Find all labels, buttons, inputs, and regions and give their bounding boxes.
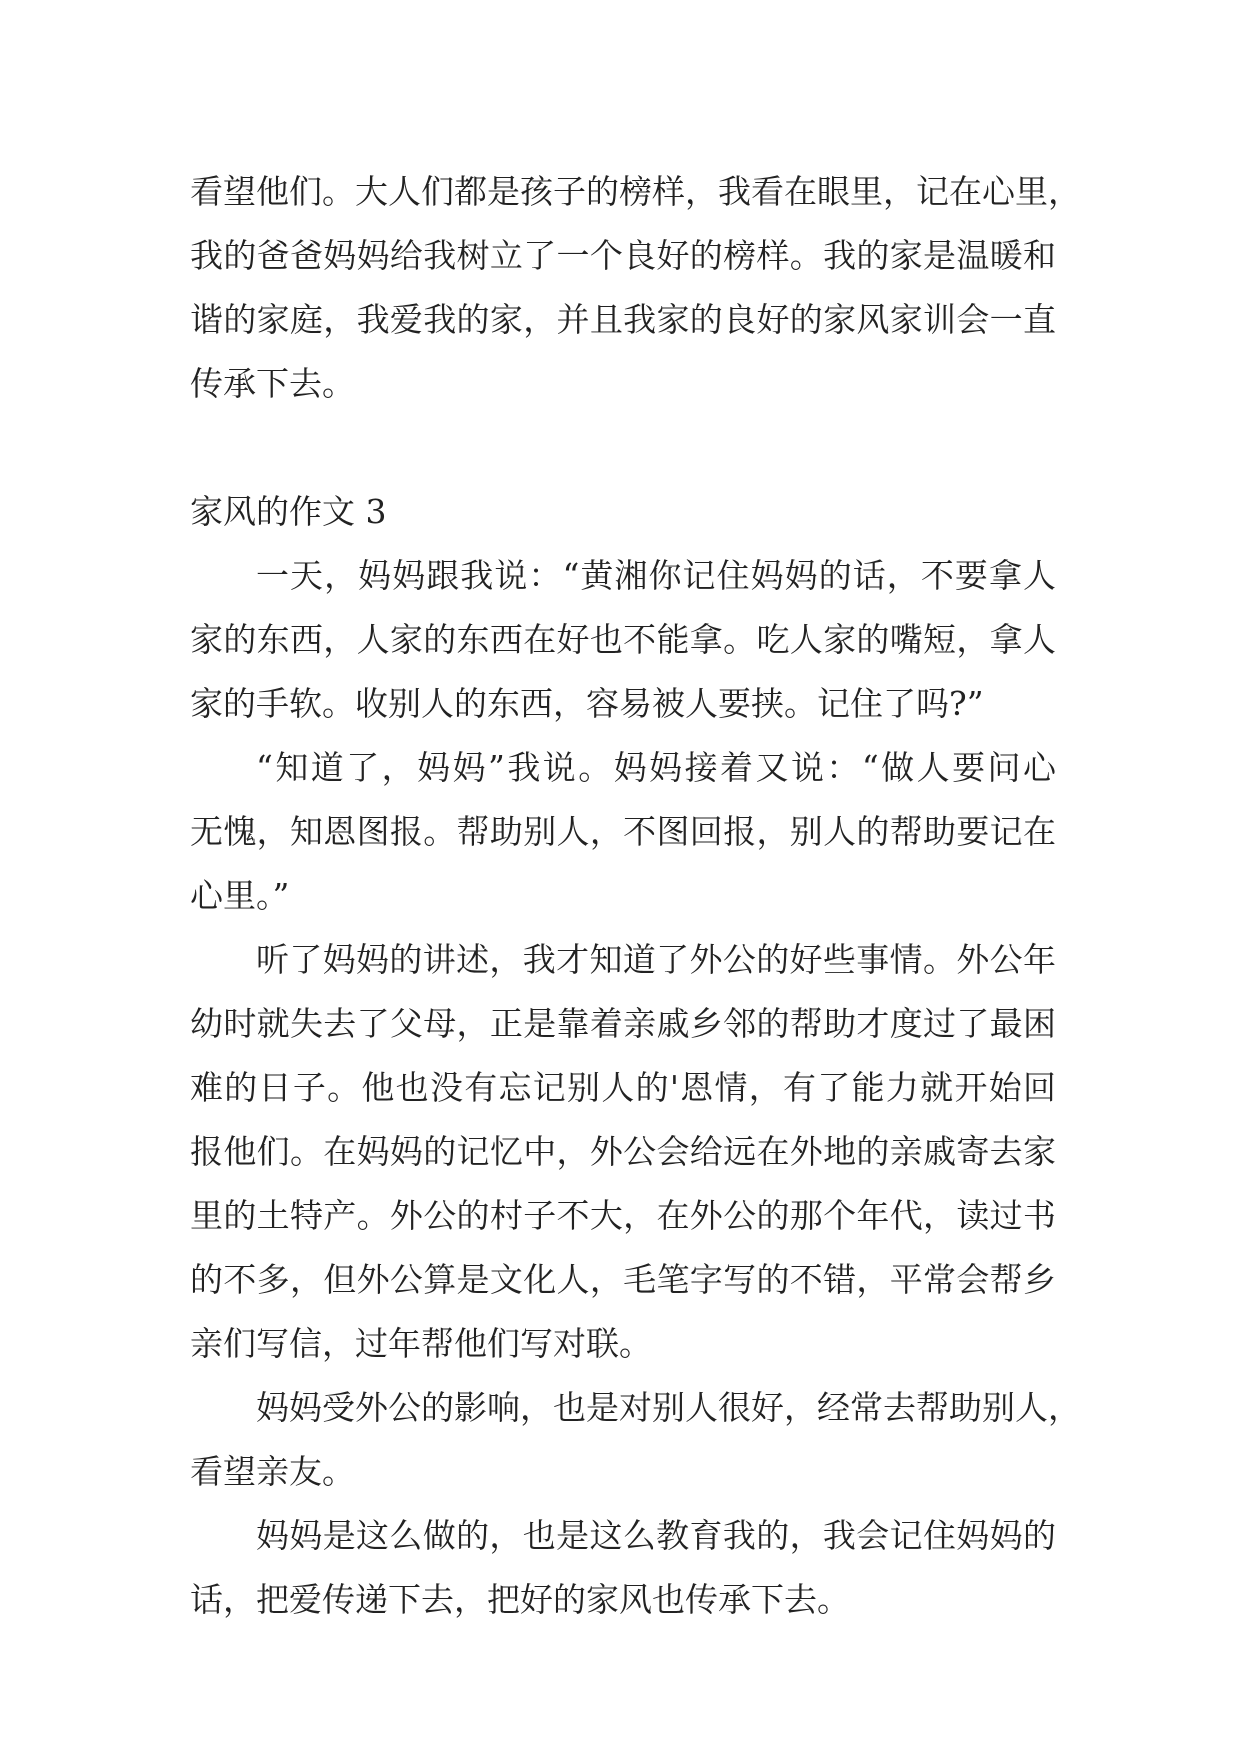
- text-line: 一天，妈妈跟我说：“黄湘你记住妈妈的话，不要拿人: [256, 556, 1056, 595]
- document-body: [190, 160, 1081, 1632]
- text-line: 心里。”: [190, 876, 290, 915]
- paragraph-5: [190, 1504, 1056, 1632]
- text-line: 亲们写信，过年帮他们写对联。: [190, 1324, 652, 1363]
- paragraph-3: [190, 928, 1056, 1376]
- text-line: 家的手软。收别人的东西，容易被人要挟。记住了吗?”: [190, 684, 984, 723]
- section-title: 家风的作文 3: [190, 492, 387, 531]
- text-line: 家的东西，人家的东西在好也不能拿。吃人家的嘴短，拿人: [190, 620, 1056, 659]
- text-line: 看望亲友。: [190, 1452, 355, 1491]
- text-line: 我的爸爸妈妈给我树立了一个良好的榜样。我的家是温暖和: [190, 236, 1056, 275]
- text-line: 的不多，但外公算是文化人，毛笔字写的不错，平常会帮乡: [190, 1260, 1056, 1299]
- text-line: 难的日子。他也没有忘记别人的'恩情，有了能力就开始回: [190, 1068, 1056, 1107]
- intro-paragraph: [190, 160, 1081, 416]
- text-line: 话，把爱传递下去，把好的家风也传承下去。: [190, 1580, 850, 1619]
- text-line: 妈妈是这么做的，也是这么教育我的，我会记住妈妈的: [256, 1516, 1056, 1555]
- text-line: “知道了，妈妈”我说。妈妈接着又说：“做人要问心: [256, 748, 1056, 787]
- text-line: 看望他们。大人们都是孩子的榜样，我看在眼里，记在心里，: [190, 172, 1081, 211]
- paragraph-gap: [190, 416, 1056, 480]
- paragraph-1: [190, 544, 1056, 736]
- text-line: 幼时就失去了父母，正是靠着亲戚乡邻的帮助才度过了最困: [190, 1004, 1056, 1043]
- paragraph-4: [190, 1376, 1081, 1504]
- paragraph-2: [190, 736, 1056, 928]
- text-line: 谐的家庭，我爱我的家，并且我家的良好的家风家训会一直: [190, 300, 1056, 339]
- text-line: 听了妈妈的讲述，我才知道了外公的好些事情。外公年: [256, 940, 1056, 979]
- text-line: 传承下去。: [190, 364, 355, 403]
- text-line: 妈妈受外公的影响，也是对别人很好，经常去帮助别人，: [256, 1388, 1081, 1427]
- text-line: 里的土特产。外公的村子不大，在外公的那个年代，读过书: [190, 1196, 1056, 1235]
- text-line: 报他们。在妈妈的记忆中，外公会给远在外地的亲戚寄去家: [190, 1132, 1056, 1171]
- text-line: 无愧，知恩图报。帮助别人，不图回报，别人的帮助要记在: [190, 812, 1056, 851]
